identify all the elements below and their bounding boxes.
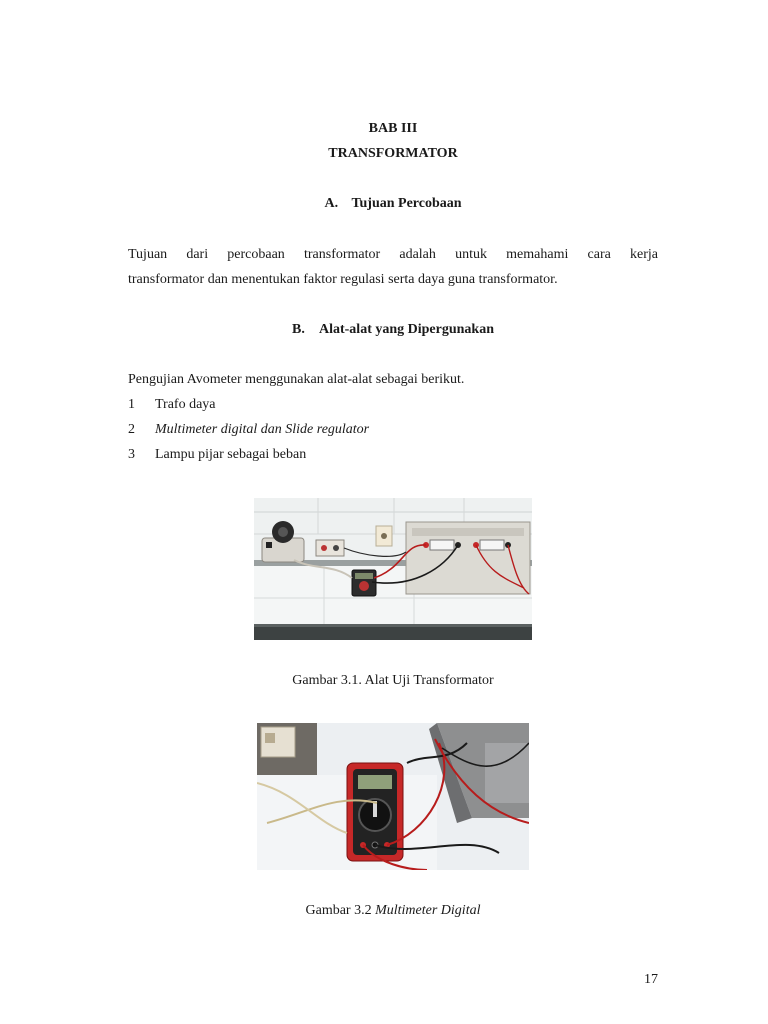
figure-transformer-photo [254,498,532,640]
list-item [128,447,306,463]
list-item-text: Lampu pijar sebagai beban [155,447,307,462]
section-b-intro: Pengujian Avometer menggunakan alat-alat sebagai berikut. [128,372,465,387]
figure-1-caption: Gambar 3.1. Alat Uji Transformator [292,673,494,688]
section-b-title: Alat-alat yang Dipergunakan [318,322,495,337]
section-a-number: A. [324,196,339,211]
list-item [128,397,216,413]
list-item-number: 2 [128,422,135,437]
list-item-text: Multimeter digital dan Slide regulator [155,422,370,437]
figure-2-caption [128,903,658,919]
figure-2-caption-italic: Multimeter Digital [375,903,481,918]
section-a-heading [128,196,658,212]
chapter-number: BAB III [368,121,418,136]
section-a-title: Tujuan Percobaan [351,196,462,211]
list-item-number: 1 [128,397,135,412]
section-b-heading [128,322,658,338]
paragraph-line: transformator dan menentukan faktor regulasi serta daya guna transformator. [128,272,558,287]
section-a-paragraph [128,242,658,292]
figure-multimeter-photo [257,723,529,870]
page-number: 17 [644,972,658,987]
list-item [128,422,369,438]
list-item-number: 3 [128,447,135,462]
section-b-number: B. [291,322,305,337]
chapter-title: TRANSFORMATOR [328,146,458,161]
paragraph-line: Tujuan dari percobaan transformator adalah untuk memahami cara kerja [128,247,658,262]
figure-2-caption-prefix: Gambar 3.2 [305,903,376,918]
list-item-text: Trafo daya [155,397,216,412]
